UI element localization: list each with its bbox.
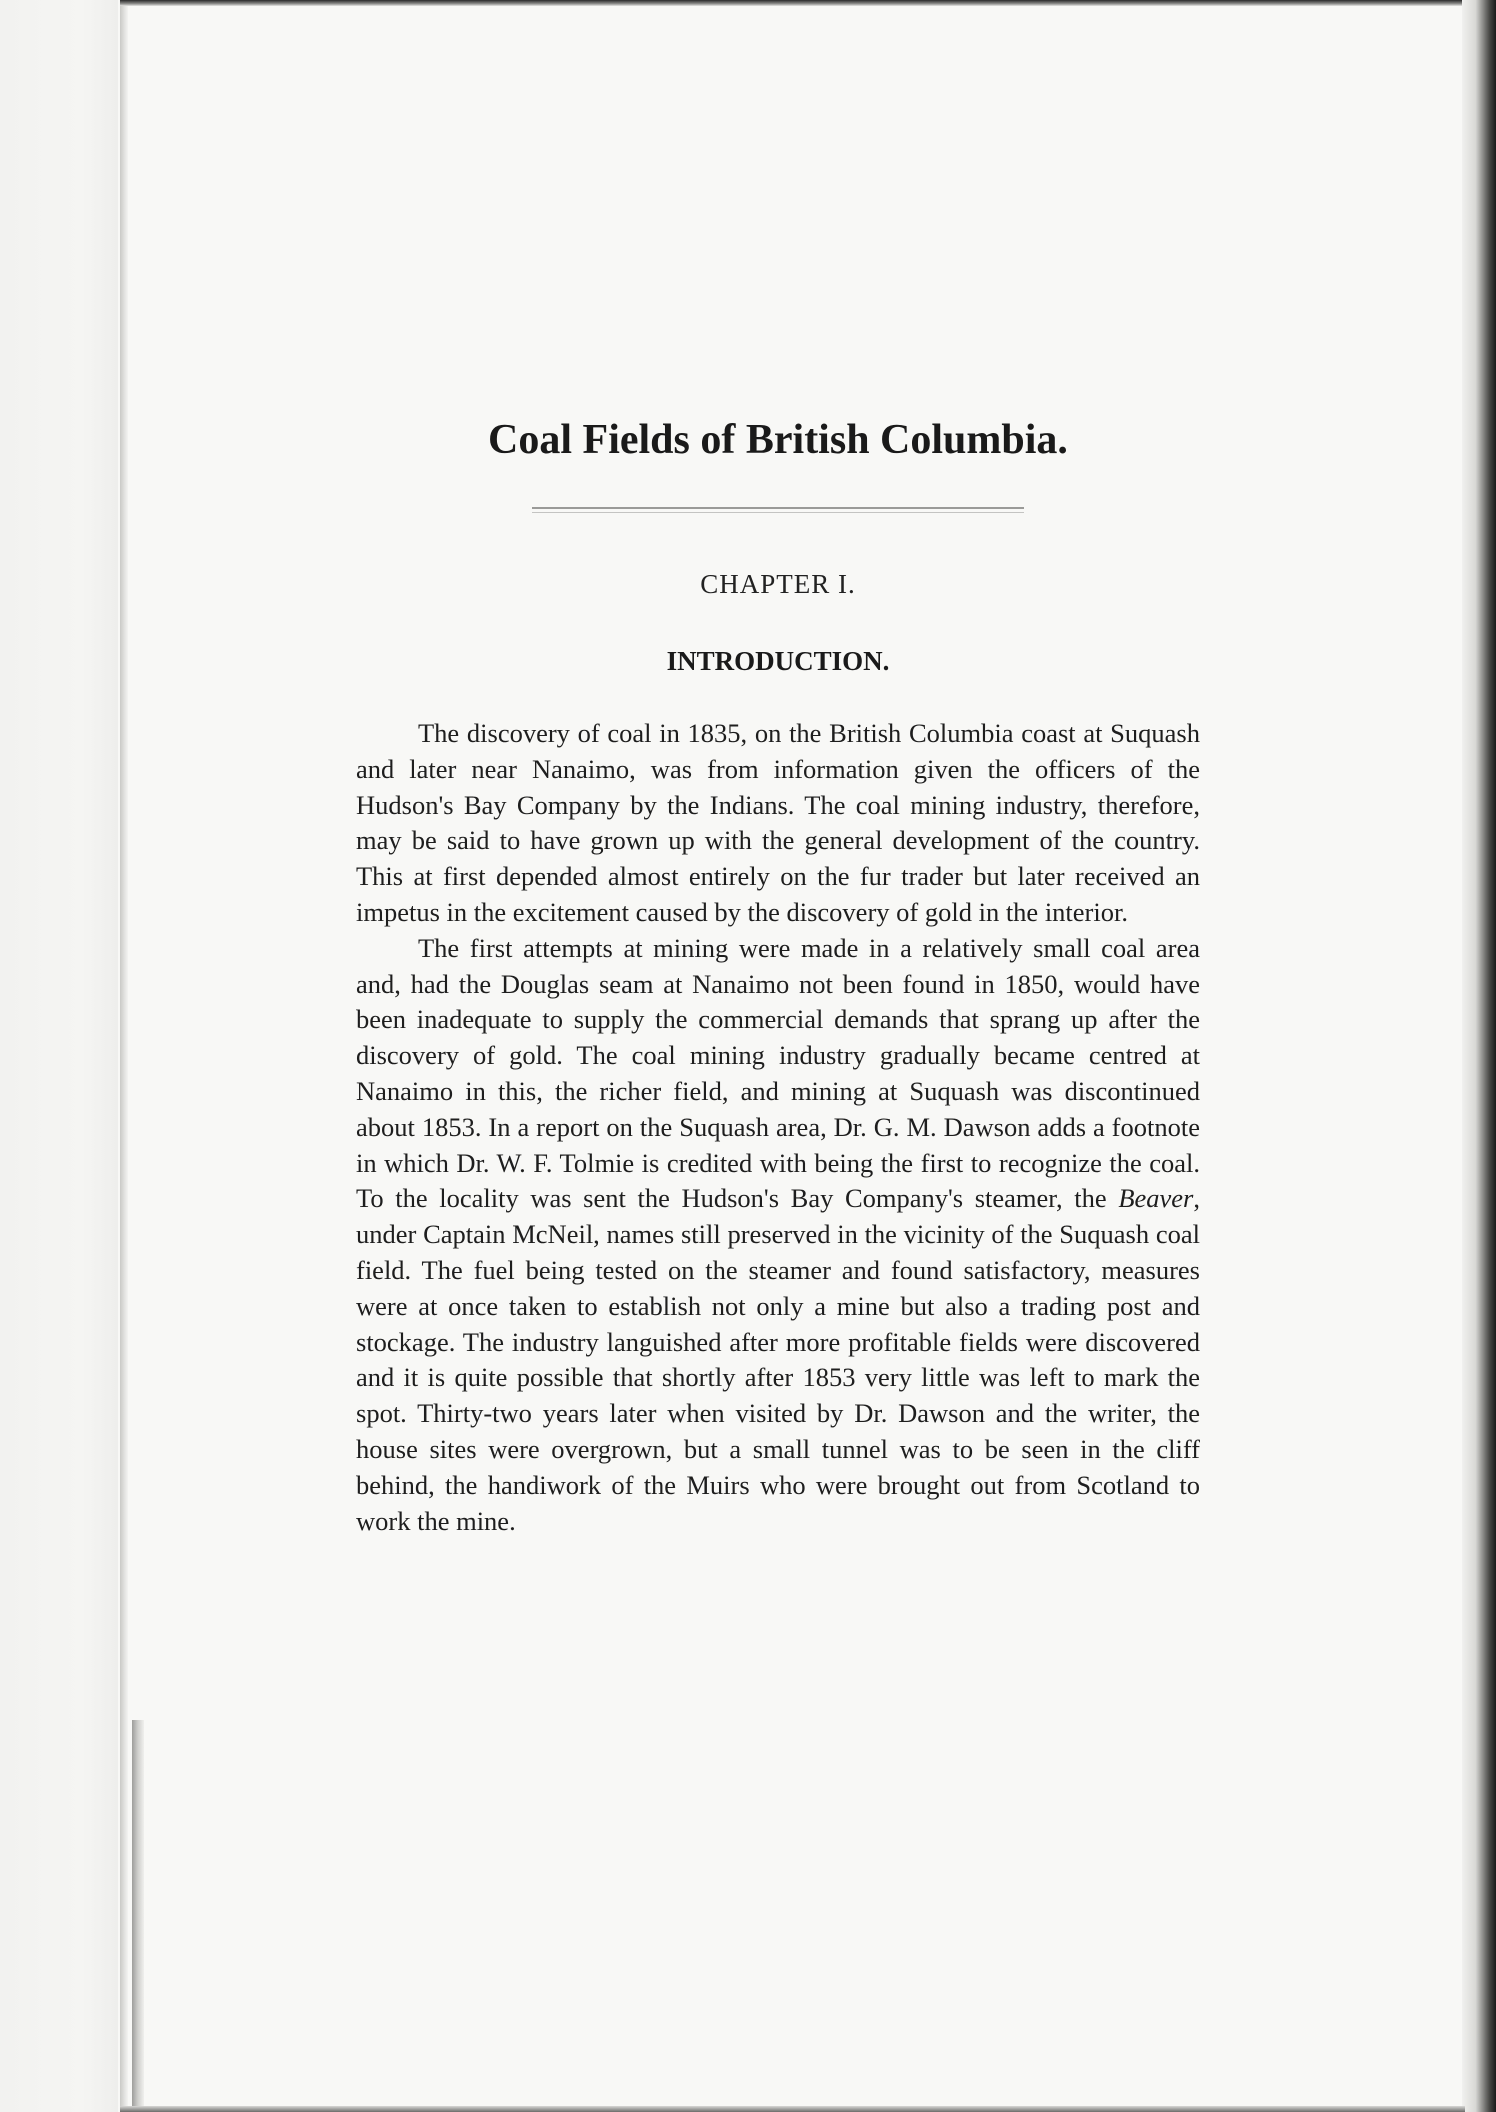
chapter-number: CHAPTER I.	[700, 569, 856, 599]
section-heading: INTRODUCTION.	[666, 646, 890, 676]
page-right-edge	[1462, 0, 1496, 2112]
book-title: Coal Fields of British Columbia.	[488, 417, 1068, 463]
binding-shadow	[132, 1720, 144, 2112]
page-top-edge	[120, 0, 1465, 6]
body-text	[356, 716, 1200, 1539]
page-bottom-edge	[120, 2106, 1465, 2112]
facing-page-margin	[0, 0, 118, 2112]
ship-name-italic: Beaver	[1118, 1183, 1194, 1214]
title-divider-rule	[532, 507, 1024, 513]
paragraph-1: The discovery of coal in 1835, on the British Columbia coast at Suquash and later near Nanaimo, was from information given the officers of the Hudson's Bay Company by the Indians. The coal mining industry, therefore, may be said to have grown up with the general development of the country. This at first depended almost entirely on the fur trader but later received an impetus in the excitement caused by the discovery of gold in the interior.	[356, 718, 1200, 927]
paragraph-2-part-1: The first attempts at mining were made in a relatively small coal area and, had the Douglas seam at Nanaimo not been found in 1850, would have been inadequate to supply the commercial demands that sprang up after the discovery of gold. The coal mining industry gradually became centred at Nanaimo in this, the richer field, and mining at Suquash was discontinued about 1853. In a report on the Suquash area, Dr. G. M. Dawson adds a footnote in which Dr. W. F. Tolmie is credited with being the first to recognize the coal. To the locality was sent the Hudson's Bay Company's steamer, the	[356, 932, 1200, 1214]
paragraph-2	[356, 931, 1200, 1540]
page-left-edge	[120, 0, 128, 2112]
paragraph-2-part-2: , under Captain McNeil, names still preserved in the vicinity of the Suquash coal field. The fuel being tested on the steamer and found satisfactory, measures were at once taken to establish not only a mine but also a trading post and stockage. The industry languished after more profitable fields were discovered and it is quite possible that shortly after 1853 very little was left to mark the spot. Thirty-two years later when visited by Dr. Dawson and the writer, the house sites were overgrown, but a small tunnel was to be seen in the cliff behind, the handiwork of the Muirs who were brought out from Scotland to work the mine.	[356, 1183, 1200, 1536]
